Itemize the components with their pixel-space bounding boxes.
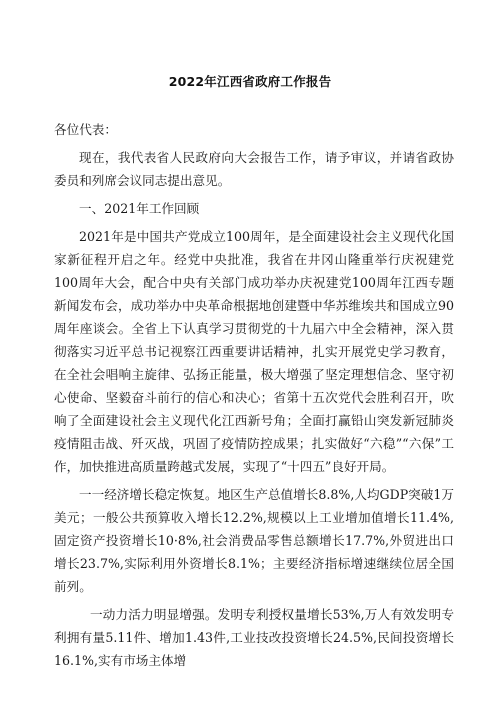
paragraph-review: 2021年是中国共产党成立100周年，是全面建设社会主义现代化国家新征程开启之年。经党中央批准，我省在井冈山隆重举行庆祝建党100周年大会，配合中央有关部门成功举办庆祝建党100周年江西专题新闻发布会，成功举办中央革命根据地创建暨中华苏维埃共和国成立90周年座谈会。全省上下认真学习贯彻党的十九届六中全会精神，深入贯彻落实习近平总书记视察江西重要讲话精神，扎实开展党史学习教育，在全社会唱响主旋律、弘扬正能量，极大增强了坚定理想信念、坚守初心使命、坚毅奋斗前行的信心和决心；省第十五次党代会胜利召开，吹响了全面建设社会主义现代化江西新号角；全面打赢铅山突发新冠肺炎疫情阻击战、歼灭战，巩固了疫情防控成果；扎实做好“六稳”“六保”工作，加快推进高质量跨越式发展，实现了“十四五”良好开局。: [54, 229, 454, 474]
document-title: 2022年江西省政府工作报告: [168, 74, 332, 89]
paragraph-economy: 一一经济增长稳定恢复。地区生产总值增长8.8%,人均GDP突破1万美元；一般公共预算收入增长12.2%,规模以上工业增加值增长11.4%,固定资产投资增长10·8%,社会消费品零售总额增长17.7%,外贸进出口增长23.7%,实际利用外资增长8.1%；主要经济指标增速继续位居全国前列。: [54, 487, 454, 594]
section-heading: 一、2021年工作回顾: [79, 201, 200, 216]
document-body: [54, 118, 454, 677]
paragraph-intro: 现在，我代表省人民政府向大会报告工作，请予审议，并请省政协委员和列席会议同志提出意见。: [54, 150, 454, 188]
salutation: 各位代表：: [54, 122, 117, 137]
paragraph-momentum: 一动力活力明显增强。发明专利授权量增长53%,万人有效发明专利拥有量5.11件、增加1.43件,工业技改投资增长24.5%,民间投资增长16.1%,实有市场主体增: [54, 607, 454, 668]
